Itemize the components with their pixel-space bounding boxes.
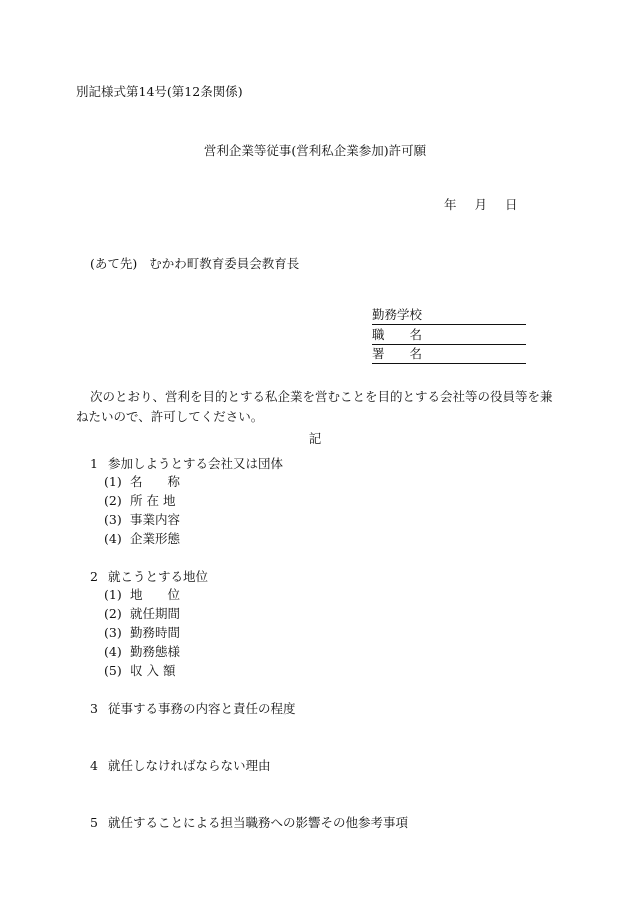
addressee [90, 256, 299, 272]
ki-heading: 記 [308, 431, 322, 446]
item-number: (3) [104, 512, 122, 527]
section-number: 5 [90, 815, 98, 830]
section-1 [90, 456, 283, 472]
item-number: (3) [104, 625, 122, 640]
item-number: (5) [104, 663, 122, 678]
item-label: 勤務態様 [130, 644, 181, 659]
section-label: 就任することによる担当職務への影響その他参考事項 [108, 815, 409, 830]
form-number: 別記様式第14号(第12条関係) [76, 84, 243, 99]
item-label: 事業内容 [130, 512, 181, 527]
list-item [104, 663, 175, 679]
date-day: 日 [505, 197, 518, 212]
list-item [104, 625, 180, 641]
signature-name-label: 署 名 [372, 346, 423, 361]
section-number: 3 [90, 701, 98, 716]
date-year: 年 [444, 197, 457, 212]
section-label: 就こうとする地位 [108, 569, 209, 584]
section-number: 1 [90, 456, 98, 471]
section-label: 就任しなければならない理由 [108, 758, 271, 773]
addressee-prefix: (あて先) [90, 256, 138, 271]
section-label: 従事する事務の内容と責任の程度 [108, 701, 296, 716]
section-label: 参加しようとする会社又は団体 [108, 456, 284, 471]
addressee-name: むかわ町教育委員会教育長 [149, 256, 300, 271]
item-number: (4) [104, 644, 122, 659]
section-3 [90, 701, 296, 717]
signature-position-line [372, 327, 526, 345]
item-number: (4) [104, 531, 122, 546]
body-text: 次のとおり、営利を目的とする私企業を営むことを目的とする会社等の役員等を兼ねたいので、許可してください。 [76, 389, 553, 424]
section-2 [90, 569, 208, 585]
section-number: 4 [90, 758, 98, 773]
signature-name-line [372, 346, 526, 364]
item-number: (2) [104, 493, 122, 508]
item-number: (1) [104, 474, 122, 489]
item-label: 名 称 [130, 474, 181, 489]
section-4 [90, 758, 271, 774]
date-line [444, 197, 518, 213]
item-label: 企業形態 [130, 531, 181, 546]
item-label: 収 入 額 [130, 663, 176, 678]
list-item [104, 493, 175, 509]
document-title: 営利企業等従事(営利私企業参加)許可願 [203, 143, 427, 158]
section-number: 2 [90, 569, 98, 584]
list-item [104, 644, 180, 660]
item-label: 就任期間 [130, 606, 181, 621]
list-item [104, 587, 180, 603]
item-number: (2) [104, 606, 122, 621]
signature-position-label: 職 名 [372, 327, 423, 342]
item-label: 地 位 [130, 587, 181, 602]
item-number: (1) [104, 587, 122, 602]
list-item [104, 531, 180, 547]
section-5 [90, 815, 408, 831]
item-label: 所 在 地 [130, 493, 176, 508]
signature-school-label: 勤務学校 [372, 307, 423, 322]
list-item [104, 512, 180, 528]
signature-school-line [372, 307, 526, 325]
date-month: 月 [474, 197, 488, 212]
item-label: 勤務時間 [130, 625, 181, 640]
list-item [104, 474, 180, 490]
list-item [104, 606, 180, 622]
